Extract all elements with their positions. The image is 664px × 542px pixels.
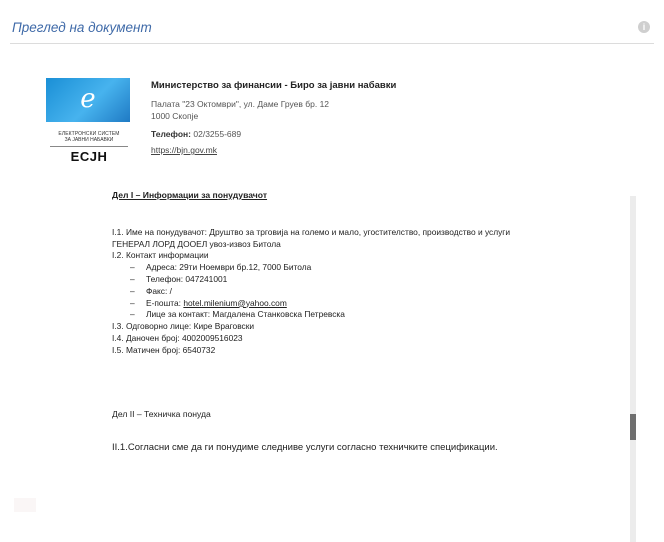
contact-fax: – Факс: / [130, 286, 612, 298]
header-divider [10, 43, 654, 44]
org-website-link[interactable]: https://bjn.gov.mk [151, 145, 217, 155]
registration-number: I.5. Матичен број: 6540732 [112, 344, 216, 355]
org-address-line2: 1000 Скопје [151, 111, 199, 121]
org-info [151, 80, 396, 155]
page-mark [14, 498, 36, 512]
contact-email-label: Е-пошта: [146, 297, 184, 308]
tax-number: I.4. Даночен број: 4002009516023 [112, 332, 243, 343]
esjn-logo [46, 78, 132, 164]
contact-address: – Адреса: 29ти Ноември бр.12, 7000 Битола [130, 262, 612, 274]
org-phone-label: Телефон: [151, 129, 191, 139]
org-phone-value: 02/3255-689 [193, 129, 242, 139]
logo-letter: e [80, 84, 96, 114]
scrollbar-thumb[interactable] [630, 414, 636, 440]
section1-title: Дел I – Информации за понудувачот [112, 190, 268, 200]
contact-info-heading: I.2. Контакт информации [112, 250, 209, 261]
page-title: Преглед на документ [12, 20, 152, 35]
bidder-name-line2: ГЕНЕРАЛ ЛОРД ДООЕЛ увоз-извоз Битола [112, 238, 281, 249]
document-scrollbar[interactable] [630, 196, 636, 542]
contact-email-link[interactable]: hotel.milenium@yahoo.com [183, 297, 287, 308]
logo-caption-line1: ЕЛЕКТРОНСКИ СИСТЕМ [58, 131, 120, 137]
logo-acronym: ЕСЈН [70, 149, 108, 164]
responsible-person: I.3. Одговорно лице: Кире Враговски [112, 321, 255, 332]
info-icon[interactable]: i [638, 21, 650, 33]
technical-offer-text: II.1.Согласни сме да ги понудиме следниве услуги согласно техничките спецификации. [112, 442, 498, 454]
contact-phone: – Телефон: 047241001 [130, 274, 612, 286]
logo-caption-line2: ЗА ЈАВНИ НАБАВКИ [64, 137, 114, 143]
document-body [112, 190, 612, 454]
bidder-name-line1: I.1. Име на понудувачот: Друштво за трговија на големо и мало, угостителство, производство и услуги [112, 226, 511, 237]
contact-person: – Лице за контакт: Магдалена Станковска Петревска [130, 309, 612, 321]
section2-title: Дел II – Техничка понуда [112, 408, 211, 419]
org-phone [151, 128, 396, 140]
logo-divider [50, 146, 128, 147]
contact-email [130, 298, 612, 310]
logo-badge [46, 78, 130, 122]
org-name: Министерство за финансии - Биро за јавни набавки [151, 80, 397, 91]
contact-list [112, 262, 612, 321]
org-address-line1: Палата "23 Октомври", ул. Даме Груев бр. 12 [151, 99, 330, 109]
